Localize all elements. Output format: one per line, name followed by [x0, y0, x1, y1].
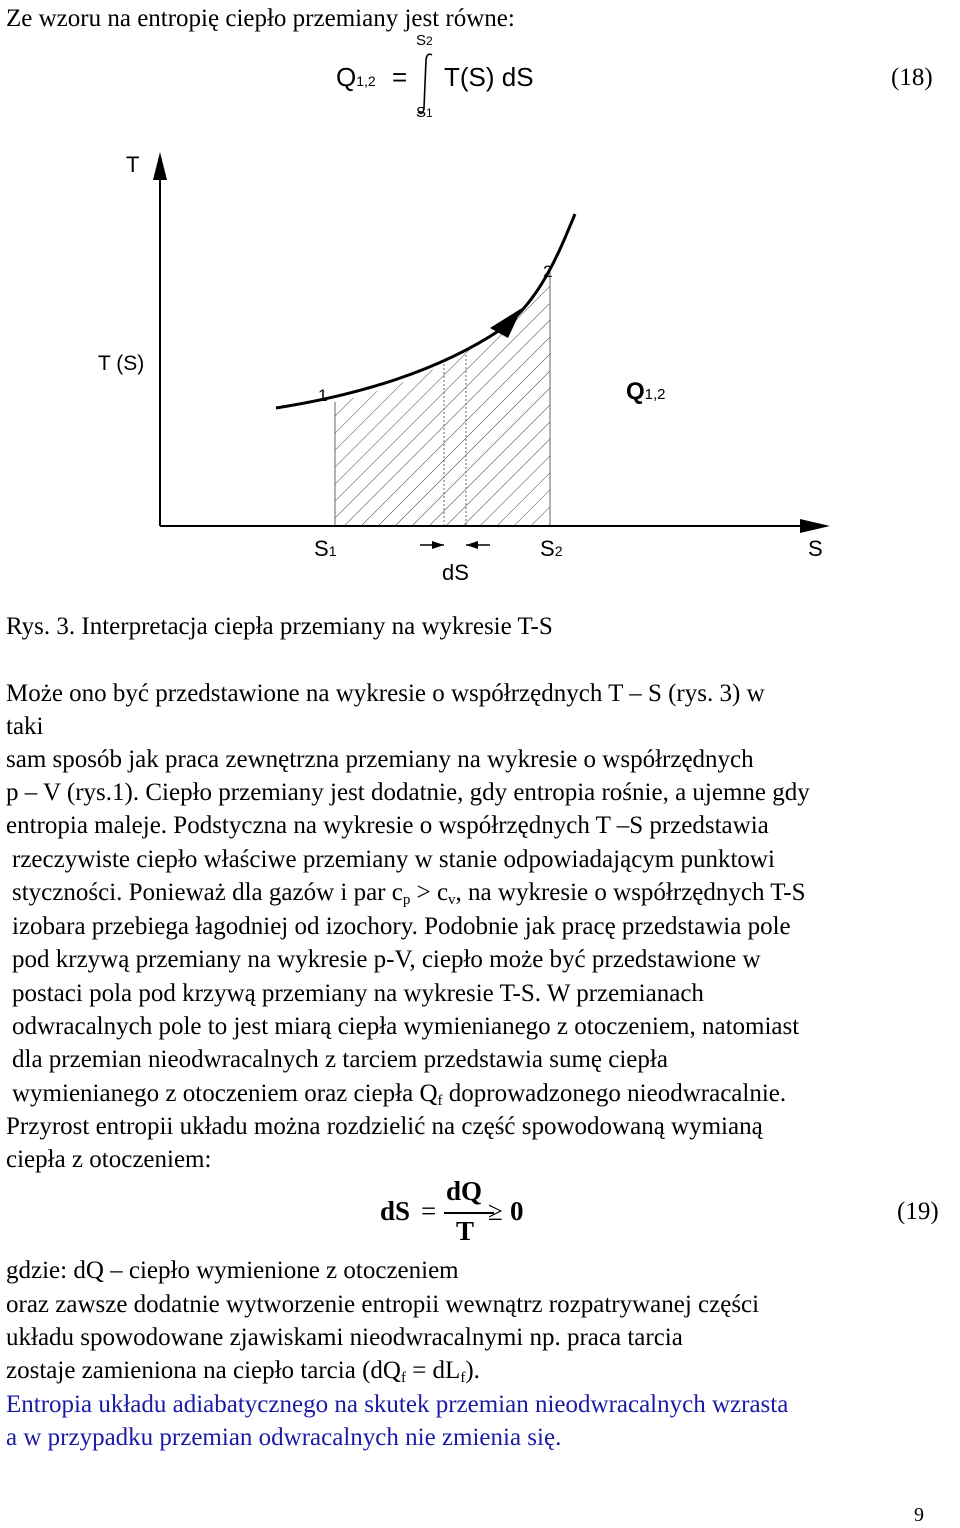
- paragraph-line-cp: styczności. Ponieważ dla gazów i par $c_p > c_v$, na wykresie o współrzędnych T-S: [12, 879, 806, 908]
- formula-18: [0, 30, 960, 140]
- q12-label: Q1,2: [626, 378, 666, 405]
- page-number: 9: [914, 1504, 924, 1526]
- q12-area: [335, 268, 550, 526]
- curve-label: T (S): [98, 352, 145, 375]
- paragraph-line: pod krzywą przemiany na wykresie p-V, ciepło może być przedstawione w: [12, 946, 761, 973]
- paragraph-line: dla przemian nieodwracalnych z tarciem przedstawia sumę ciepła: [12, 1046, 668, 1073]
- conclusion-line: a w przypadku przemian odwracalnych nie zmienia się.: [6, 1424, 562, 1451]
- formula-18-lower-limit: S1: [416, 104, 433, 121]
- formula-18-equals: =: [392, 62, 408, 92]
- formula-19-denominator: T: [456, 1216, 475, 1246]
- formula-18-upper-limit: S2: [416, 32, 433, 49]
- paragraph-line: Może ono być przedstawione na wykresie o współrzędnych T – S (rys. 3) w: [6, 680, 765, 707]
- formula-19-relation: ≥: [488, 1196, 503, 1226]
- paragraph-line: sam sposób jak praca zewnętrzna przemiany na wykresie o współrzędnych: [6, 746, 754, 773]
- paragraph-line: rzeczywiste ciepło właściwe przemiany w stanie odpowiadającym punktowi: [12, 846, 775, 873]
- paragraph-line: izobara przebiega łagodniej od izochory. Podobnie jak pracę przedstawia pole: [12, 913, 791, 940]
- formula-18-lhs: Q1,2: [336, 62, 376, 92]
- formula-19-lhs: dS: [380, 1196, 411, 1226]
- formula-19-number: (19): [897, 1198, 939, 1225]
- ds-label: dS: [442, 560, 469, 585]
- fraction-bar: [444, 1212, 494, 1214]
- paragraph-line: p – V (rys.1). Ciepło przemiany jest dodatnie, gdy entropia rośnie, a ujemne gdy: [6, 779, 810, 806]
- paragraph-line: odwracalnych pole to jest miarą ciepła wymienianego z otoczeniem, natomiast: [12, 1013, 800, 1040]
- paragraph-line: entropia maleje. Podstyczna na wykresie o współrzędnych T –S przedstawia: [6, 812, 769, 839]
- ds-arrow-right-icon: [466, 541, 478, 549]
- s1-label: S1: [314, 536, 337, 561]
- t-axis-arrow-icon: [153, 152, 167, 180]
- conclusion-line: Entropia układu adiabatycznego na skutek przemian nieodwracalnych wzrasta: [6, 1391, 789, 1418]
- paragraph-line: układu spowodowane zjawiskami nieodwracalnymi np. praca tarcia: [6, 1324, 683, 1351]
- formula-19: [0, 1178, 960, 1254]
- formula-18-integrand: T(S) dS: [444, 62, 534, 92]
- s-axis-label: S: [808, 536, 823, 561]
- t-axis-label: T: [126, 152, 140, 177]
- formula-19-equals: =: [421, 1196, 437, 1226]
- formula-19-rhs: 0: [510, 1196, 524, 1226]
- paragraph-line: oraz zawsze dodatnie wytworzenie entropii wewnątrz rozpatrywanej części: [6, 1291, 760, 1318]
- paragraph-line: ciepła z otoczeniem:: [6, 1146, 212, 1173]
- point-1-label: 1: [318, 386, 328, 405]
- figure-caption: Rys. 3. Interpretacja ciepła przemiany na wykresie T-S: [6, 613, 553, 640]
- formula-19-numerator: dQ: [446, 1176, 483, 1206]
- intro-line: Ze wzoru na entropię ciepło przemiany jest równe:: [6, 5, 515, 32]
- paragraph-line: Przyrost entropii układu można rozdzielić na część spowodowaną wymianą: [6, 1113, 763, 1140]
- ds-arrow-left-icon: [432, 541, 444, 549]
- point-2-label: 2: [543, 262, 553, 281]
- s2-label: S2: [540, 536, 563, 561]
- paragraph-line-qf: wymienianego z otoczeniem oraz ciepła $Q_f$ doprowadzonego nieodwracalnie.: [12, 1080, 787, 1109]
- formula-18-number: (18): [891, 64, 933, 91]
- paragraph-line-friction: zostaje zamieniona na ciepło tarcia $(dQ_f = dL_f)$.: [6, 1357, 480, 1386]
- s-axis-arrow-icon: [800, 519, 830, 533]
- paragraph-line: postaci pola pod krzywą przemiany na wykresie T-S. W przemianach: [12, 980, 704, 1007]
- paragraph-line: taki: [6, 713, 44, 740]
- paragraph-line: gdzie: dQ – ciepło wymienione z otoczeniem: [6, 1257, 459, 1284]
